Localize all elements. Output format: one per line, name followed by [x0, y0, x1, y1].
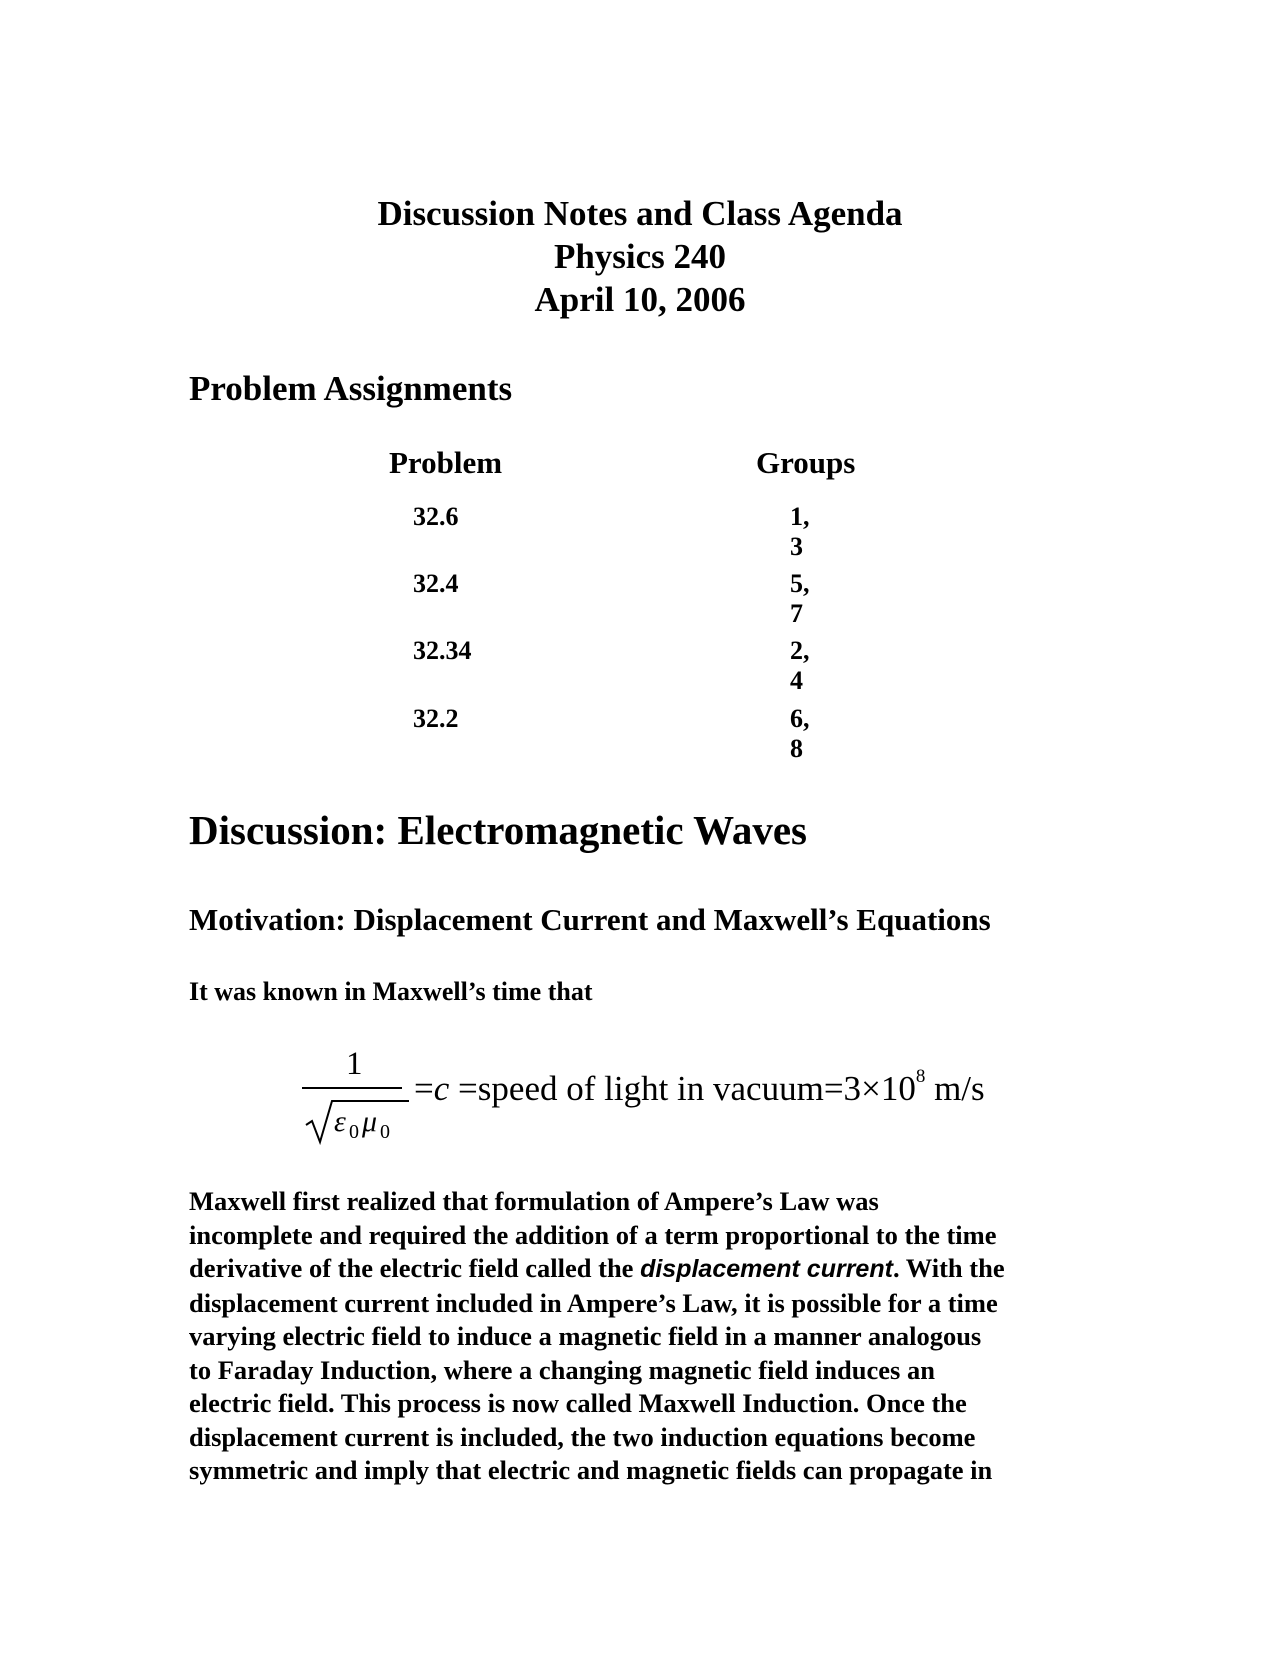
svg-text:μ: μ: [362, 1105, 378, 1138]
svg-text:0: 0: [380, 1121, 390, 1143]
document-header: [0, 192, 1280, 321]
course-name: Physics 240: [553, 237, 727, 276]
paragraph-line: symmetric and imply that electric and magnetic fields can propagate in: [189, 1455, 993, 1485]
problem-number: 32.4: [413, 569, 459, 598]
paragraph-line: [189, 1252, 1189, 1287]
svg-text:ε: ε: [334, 1105, 346, 1138]
problem-number: 32.34: [413, 636, 472, 665]
paragraph-line: displacement current is included, the two induction equations become: [189, 1421, 976, 1452]
power-exponent: 8: [915, 1066, 926, 1087]
intro-text: It was known in Maxwell’s time that: [189, 977, 593, 1006]
speed-symbol-c: c: [433, 1069, 450, 1108]
paragraph-text: derivative of the electric field called the: [189, 1253, 641, 1283]
paragraph-line: to Faraday Induction, where a changing magnetic field induces an: [189, 1354, 935, 1385]
fraction-bar: [302, 1087, 402, 1089]
discussion-heading: Discussion: Electromagnetic Waves: [189, 807, 808, 853]
problem-number: 32.2: [413, 704, 459, 733]
group-numbers: 6, 8: [790, 704, 810, 763]
problem-number: 32.6: [413, 502, 459, 531]
speed-of-light-equation: [296, 1040, 1076, 1150]
problem-assignments-heading: Problem Assignments: [189, 369, 513, 408]
equation-text: =speed of light in vacuum=3: [458, 1069, 862, 1108]
paragraph-line: incomplete and required the addition of a term proportional to the time: [189, 1219, 997, 1250]
group-numbers: 2, 4: [790, 636, 810, 695]
sqrt-epsilon-mu-denominator: [304, 1097, 414, 1147]
equals-sign: =: [414, 1069, 434, 1108]
document-title: Discussion Notes and Class Agenda: [377, 194, 903, 233]
fraction-numerator: 1: [346, 1046, 363, 1082]
body-paragraph: [189, 1185, 1189, 1488]
emphasized-term: displacement current: [640, 1255, 893, 1283]
paragraph-line: Maxwell first realized that formulation of Ampere’s Law was: [189, 1186, 879, 1216]
paragraph-line: varying electric field to induce a magnetic field in a manner analogous: [189, 1321, 982, 1351]
paragraph-line: electric field. This process is now called Maxwell Induction. Once the: [189, 1388, 967, 1418]
power-base: 10: [880, 1069, 916, 1108]
unit-text: m/s: [934, 1069, 985, 1108]
group-numbers: 5, 7: [790, 569, 810, 628]
column-header-groups: Groups: [756, 445, 856, 480]
equation-right-side: [414, 1066, 985, 1109]
group-numbers: 1, 3: [790, 502, 810, 561]
paragraph-text: . With the: [892, 1253, 1005, 1283]
svg-text:0: 0: [349, 1121, 359, 1143]
paragraph-line: displacement current included in Ampere’s Law, it is possible for a time: [189, 1287, 998, 1318]
times-sign: ×: [861, 1069, 881, 1108]
motivation-subheading: Motivation: Displacement Current and Maxwell’s Equations: [189, 902, 991, 937]
column-header-problem: Problem: [389, 445, 503, 480]
document-date: April 10, 2006: [534, 280, 746, 319]
